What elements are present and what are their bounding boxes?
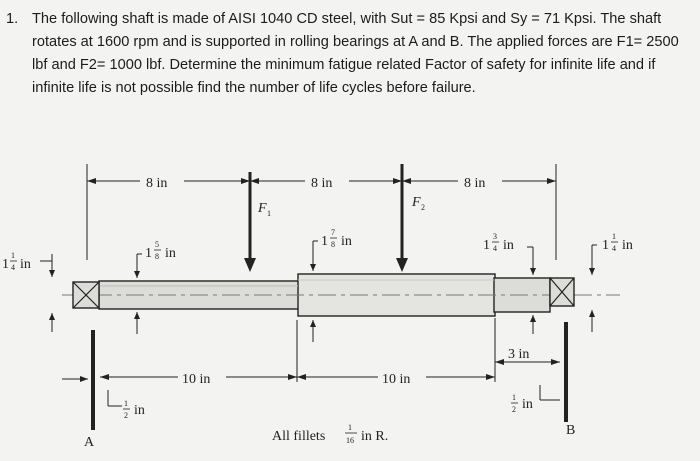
svg-text:in: in [522, 397, 533, 412]
dim-diameter-left [2, 251, 31, 272]
shaft-diagram [0, 150, 700, 461]
svg-text:1: 1 [2, 257, 9, 272]
label-b: B [566, 423, 576, 438]
svg-text:16: 16 [346, 436, 354, 445]
svg-text:in: in [341, 234, 352, 249]
svg-text:in: in [134, 403, 145, 418]
svg-text:in: in [20, 257, 31, 272]
force-f1-sub: 1 [267, 209, 271, 218]
svg-text:5: 5 [155, 240, 159, 249]
svg-text:All fillets: All fillets [272, 429, 326, 444]
dim-top-left: 8 in [146, 176, 168, 191]
bearing-b [550, 278, 574, 306]
svg-text:1: 1 [321, 234, 328, 249]
svg-text:1: 1 [512, 393, 516, 402]
svg-text:8: 8 [331, 240, 335, 249]
problem-text: The following shaft is made of AISI 1040 CD steel, with Sut = 85 Kpsi and Sy = 71 Kpsi. The shaft rotates at 1600 rpm and is supported in rolling bearings at A and B. The applied forces are F1= 2500 lbf and F2= 1000 lbf. Determine the minimum fatigue related Factor of safety for infinite life and if infinite life is not possible find the number of life cycles before failure. [32, 11, 679, 96]
svg-text:1: 1 [145, 246, 152, 261]
label-a: A [84, 435, 95, 450]
svg-text:3: 3 [493, 232, 497, 241]
svg-text:2: 2 [124, 411, 128, 420]
force-f1-label: F [258, 201, 267, 216]
dim-3in: 3 in [508, 347, 530, 362]
svg-text:in: in [165, 246, 176, 261]
dim-top-right: 8 in [464, 176, 486, 191]
dim-diameter-right [602, 232, 633, 253]
dim-diameter-1-5-8 [145, 240, 176, 261]
svg-text:1: 1 [602, 238, 609, 253]
svg-text:1: 1 [11, 251, 15, 260]
svg-text:2: 2 [512, 405, 516, 414]
svg-text:4: 4 [493, 244, 497, 253]
dim-bottom-left: 10 in [182, 372, 211, 387]
svg-text:1: 1 [124, 399, 128, 408]
dim-diameter-1-3-4 [483, 232, 514, 253]
force-f1-arrow [244, 172, 256, 272]
svg-text:4: 4 [612, 244, 616, 253]
shaft [62, 274, 620, 316]
svg-text:4: 4 [11, 263, 15, 272]
dim-diameter-1-7-8 [321, 228, 352, 249]
svg-text:1: 1 [348, 423, 352, 432]
dim-half-right [511, 393, 533, 414]
svg-text:1: 1 [612, 232, 616, 241]
force-f2-label: F [412, 195, 421, 210]
dim-half-left [123, 399, 145, 420]
bearing-a [73, 282, 99, 308]
svg-text:in: in [622, 238, 633, 253]
svg-text:8: 8 [155, 252, 159, 261]
dim-bottom-right: 10 in [382, 372, 411, 387]
problem-number: 1. [6, 11, 19, 27]
svg-text:1: 1 [483, 238, 490, 253]
svg-text:in: in [503, 238, 514, 253]
svg-text:7: 7 [331, 228, 335, 237]
dim-top-mid: 8 in [311, 176, 333, 191]
fillets-note [272, 423, 388, 445]
force-f2-sub: 2 [421, 203, 425, 212]
svg-text:in R.: in R. [361, 429, 389, 444]
